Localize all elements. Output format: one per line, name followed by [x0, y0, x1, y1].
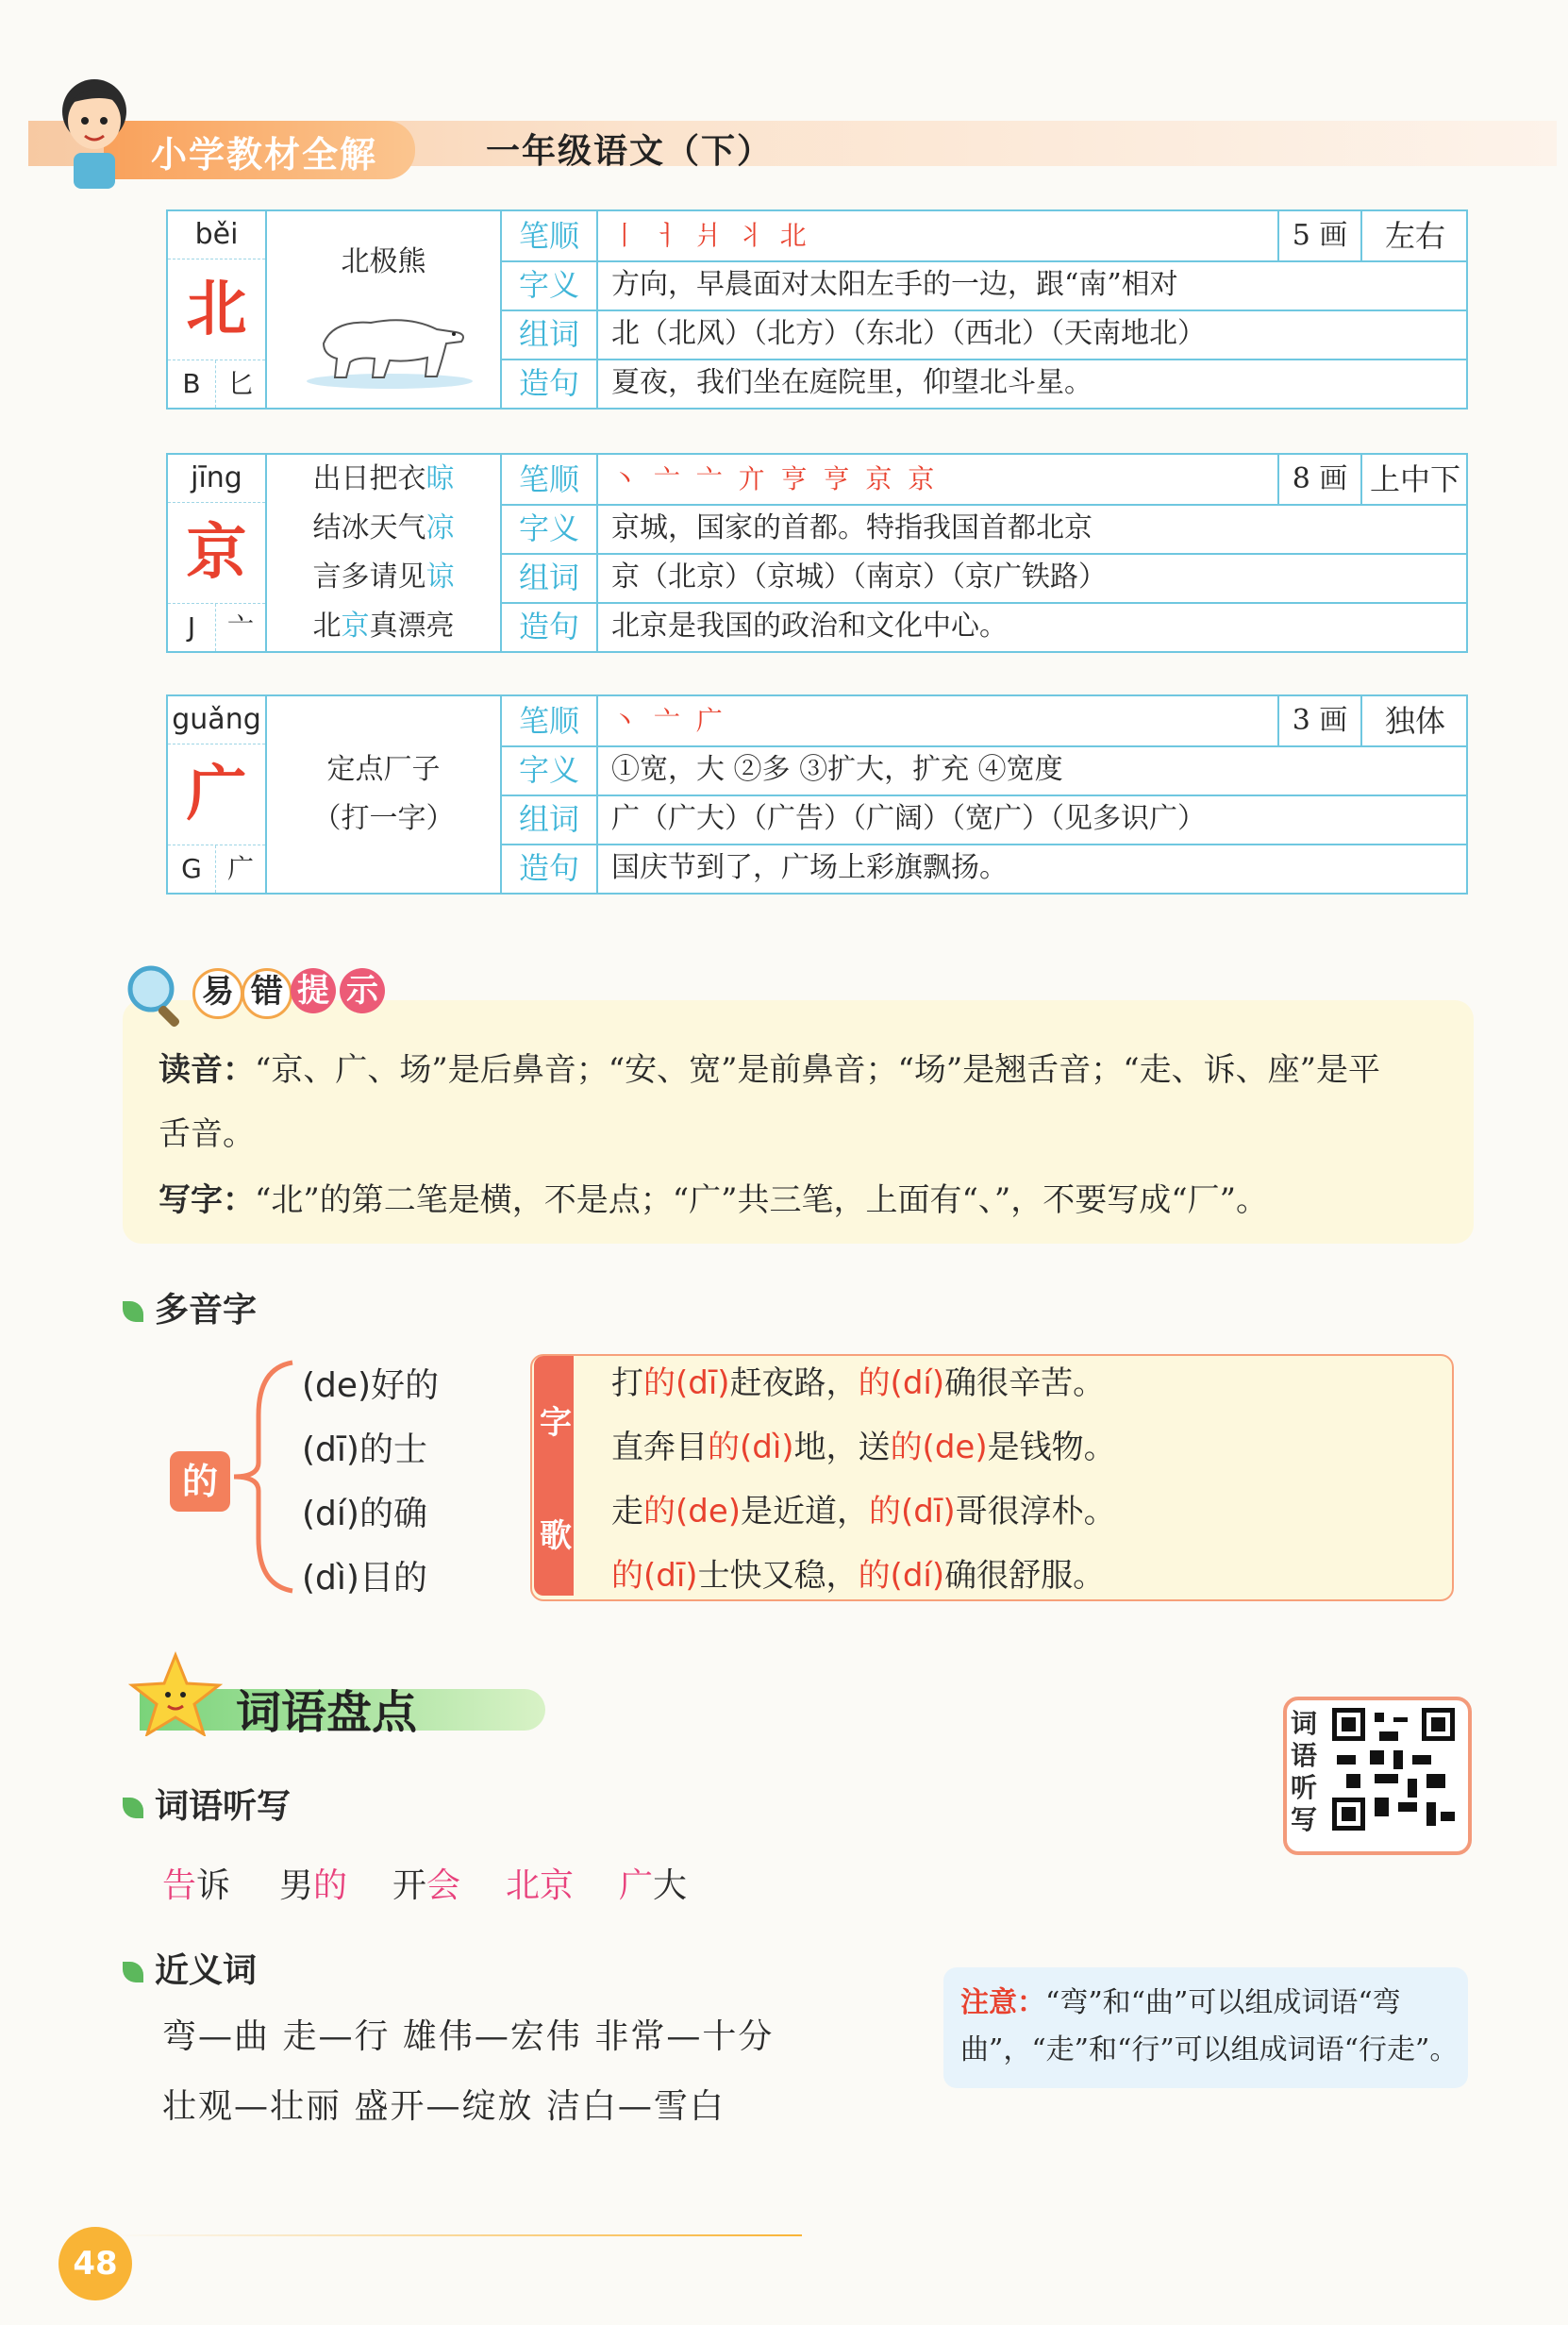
picture-cell [267, 211, 502, 408]
char-column [168, 696, 267, 893]
initial-letter: J [168, 604, 216, 651]
radical: 亠 [226, 611, 254, 643]
initial-letter: G [168, 845, 216, 893]
tips-char: 示 [340, 968, 385, 1013]
pinyin: jīng [168, 455, 265, 503]
index-info [168, 845, 265, 893]
row-sentence [502, 602, 1466, 651]
radical: 匕 [226, 368, 254, 399]
riddle-cell [267, 455, 502, 651]
vocab-title: 词语盘点 [236, 1686, 418, 1739]
label-words: 组词 [502, 309, 598, 359]
tip-writing: 写字：“北”的第二笔是横，不是点；“广”共三笔，上面有“、”，不要写成“厂”。 [158, 1181, 1269, 1219]
label-stroke-order: 笔顺 [502, 455, 598, 504]
riddle-line: 结冰天气凉 [312, 511, 455, 544]
dictation-word: 开会 [392, 1866, 461, 1905]
index-info [168, 360, 265, 408]
polar-bear-icon [305, 287, 475, 391]
synonym-row: 弯—曲 走—行 雄伟—宏伟 非常—十分 [162, 2017, 775, 2056]
tips-char: 错 [242, 968, 292, 1019]
dictation-word: 男的 [279, 1866, 348, 1905]
star-icon [128, 1651, 223, 1736]
riddle-line: 言多请见谅 [312, 560, 455, 594]
character: 京 [186, 517, 247, 588]
section-polyphone: 多音字 [123, 1283, 257, 1331]
label-stroke-order: 笔顺 [502, 696, 598, 745]
magnifier-icon [123, 962, 189, 1029]
structure: 独体 [1384, 703, 1445, 739]
polyphone-item: (de)好的 [302, 1366, 440, 1405]
char-column [168, 455, 267, 651]
riddle-cell [267, 696, 502, 893]
row-meaning [502, 504, 1466, 555]
picture-caption: 北极熊 [341, 245, 426, 278]
row-stroke-order [502, 211, 1466, 262]
riddle-hint: （打一字） [312, 802, 455, 835]
section-synonyms: 近义词 [123, 1944, 257, 1992]
tips-char: 易 [192, 968, 243, 1019]
dictation-word: 广大 [619, 1866, 688, 1905]
qr-label: 词语听写 [1291, 1708, 1318, 1835]
row-meaning [502, 260, 1466, 311]
polyphone-char: 的 [170, 1451, 230, 1512]
row-meaning [502, 745, 1466, 796]
label-sentence: 造句 [502, 602, 598, 651]
label-words: 组词 [502, 795, 598, 844]
row-words [502, 553, 1466, 604]
polyphone-item: (dí)的确 [302, 1495, 427, 1533]
char-card-jing [166, 453, 1468, 653]
label-meaning: 字义 [502, 260, 598, 309]
sentence-text: 国庆节到了，广场上彩旗飘扬。 [611, 851, 1008, 884]
boy-mascot-icon [38, 66, 151, 189]
stroke-count: 8 画 [1277, 455, 1362, 504]
words-text: 广（广大）（广告）（广阔）（宽广）（见多识广） [611, 802, 1206, 835]
riddle-line: 定点厂子 [326, 753, 441, 786]
dictation-word: 北京 [506, 1866, 575, 1905]
row-sentence [502, 844, 1466, 893]
leaf-icon [123, 1962, 143, 1982]
song-line: 的(dī)士快又稳，的(dí)确很舒服。 [611, 1557, 1106, 1595]
row-words [502, 309, 1466, 360]
label-meaning: 字义 [502, 745, 598, 795]
page-number: 48 [58, 2227, 132, 2300]
book-title: 一年级语文（下） [486, 132, 774, 171]
structure: 上中下 [1369, 461, 1460, 497]
label-words: 组词 [502, 553, 598, 602]
footer-line [113, 2234, 802, 2236]
tip-reading: 读音：“京、广、场”是后鼻音；“安、宽”是前鼻音；“场”是翘舌音；“走、诉、座”是平 [158, 1051, 1381, 1089]
stroke-sequence: 丶 亠 亠 亣 亨 亨 京 京 [611, 463, 939, 494]
sentence-text: 夏夜，我们坐在庭院里，仰望北斗星。 [611, 366, 1093, 399]
character: 广 [186, 759, 247, 829]
initial-letter: B [168, 360, 216, 408]
series-title: 小学教材全解 [151, 134, 378, 176]
pinyin: guǎng [168, 696, 265, 744]
riddle-line: 北京真漂亮 [312, 610, 455, 643]
leaf-icon [123, 1798, 143, 1818]
stroke-count: 3 画 [1277, 696, 1362, 745]
song-tab [534, 1356, 574, 1596]
label-meaning: 字义 [502, 504, 598, 553]
leaf-icon [123, 1301, 143, 1322]
riddle-line: 出日把衣晾 [312, 462, 455, 495]
song-line: 直奔目的(dì)地，送的(de)是钱物。 [611, 1429, 1116, 1466]
meaning-text: 京城，国家的首都。特指我国首都北京 [611, 511, 1093, 544]
tip-reading-cont: 舌音。 [158, 1115, 255, 1153]
song-label-char: 歌 [540, 1517, 572, 1555]
section-dictation: 词语听写 [123, 1780, 291, 1828]
stroke-count: 5 画 [1277, 211, 1362, 260]
label-stroke-order: 笔顺 [502, 211, 598, 260]
meaning-text: ①宽，大 ②多 ③扩大，扩充 ④宽度 [611, 753, 1063, 786]
pinyin: běi [168, 211, 265, 259]
song-line: 走的(de)是近道，的(dī)哥很淳朴。 [611, 1493, 1116, 1530]
char-column [168, 211, 267, 408]
structure: 左右 [1384, 218, 1445, 254]
label-sentence: 造句 [502, 359, 598, 408]
words-text: 北（北风）（北方）（东北）（西北）（天南地北） [611, 317, 1206, 350]
row-words [502, 795, 1466, 845]
song-label-char: 字 [540, 1404, 572, 1442]
sentence-text: 北京是我国的政治和文化中心。 [611, 610, 1008, 643]
radical: 广 [226, 853, 254, 884]
polyphone-item: (dī)的士 [302, 1430, 427, 1469]
brace-icon [230, 1359, 296, 1595]
dictation-word: 告诉 [162, 1866, 231, 1905]
stroke-sequence: 丨 ㅓ 爿 ⺦ 北 [611, 220, 810, 251]
note-text: 注意：“弯”和“曲”可以组成词语“弯曲”，“走”和“行”可以组成词语“行走”。 [960, 1986, 1459, 2066]
synonym-row: 壮观—壮丽 盛开—绽放 洁白—雪白 [162, 2087, 726, 2126]
song-line: 打的(dī)赶夜路，的(dí)确很辛苦。 [611, 1364, 1106, 1402]
polyphone-item: (dì)目的 [302, 1559, 427, 1597]
row-stroke-order [502, 696, 1466, 747]
index-info [168, 603, 265, 651]
char-card-bei [166, 209, 1468, 410]
stroke-sequence: 丶 亠 广 [611, 705, 726, 736]
character: 北 [186, 274, 247, 344]
char-card-guang [166, 694, 1468, 895]
detail-rows [502, 696, 1466, 893]
detail-rows [502, 211, 1466, 408]
tips-char: 提 [291, 968, 336, 1013]
words-text: 京（北京）（京城）（南京）（京广铁路） [611, 560, 1107, 594]
row-stroke-order [502, 455, 1466, 506]
qr-code-icon[interactable] [1332, 1708, 1455, 1831]
label-sentence: 造句 [502, 844, 598, 893]
row-sentence [502, 359, 1466, 408]
meaning-text: 方向，早晨面对太阳左手的一边，跟“南”相对 [611, 268, 1178, 301]
detail-rows [502, 455, 1466, 651]
